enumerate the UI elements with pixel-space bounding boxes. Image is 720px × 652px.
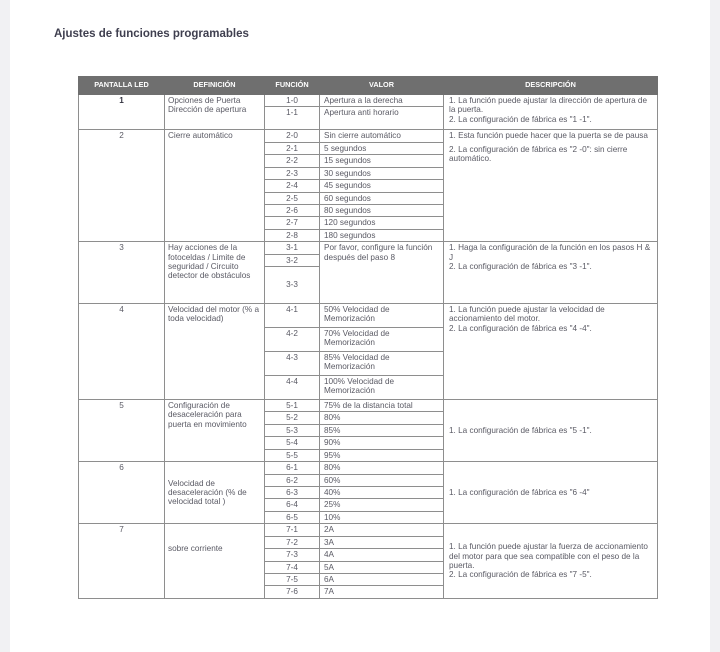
led-cell: 5 xyxy=(79,400,165,462)
function-cell: 2-2 xyxy=(265,155,320,167)
function-cell: 5-5 xyxy=(265,449,320,461)
value-cell: 95% xyxy=(320,449,444,461)
value-cell: 4A xyxy=(320,549,444,561)
description-line: 1. La función puede ajustar la dirección de apertura de la puerta. xyxy=(449,96,647,115)
description-cell xyxy=(444,400,658,462)
value-cell: 5 segundos xyxy=(320,142,444,154)
description-line: 2. La configuración de fábrica es "1 -1". xyxy=(449,114,592,124)
function-cell: 4-1 xyxy=(265,304,320,328)
definition-cell: Velocidad del motor (% a toda velocidad) xyxy=(165,304,265,400)
function-cell: 7-4 xyxy=(265,561,320,573)
led-cell: 7 xyxy=(79,524,165,599)
description-cell xyxy=(444,462,658,524)
value-cell: 10% xyxy=(320,511,444,523)
description-line: 2. La configuración de fábrica es "3 -1". xyxy=(449,262,592,272)
value-cell: 2A xyxy=(320,524,444,536)
function-cell: 4-4 xyxy=(265,376,320,400)
header-pantalla-led: PANTALLA LED xyxy=(79,77,165,95)
function-cell: 2-0 xyxy=(265,130,320,142)
value-cell: 60 segundos xyxy=(320,192,444,204)
description-line: 1. Esta función puede hacer que la puerta se de pausa xyxy=(449,131,648,141)
function-cell: 2-6 xyxy=(265,204,320,216)
description-line: 1. La función puede ajustar la velocidad de accionamiento del motor. xyxy=(449,305,605,324)
function-cell: 2-5 xyxy=(265,192,320,204)
page-title: Ajustes de funciones programables xyxy=(54,28,249,40)
value-cell: 85% xyxy=(320,424,444,436)
function-cell: 6-2 xyxy=(265,474,320,486)
value-cell: 80% xyxy=(320,412,444,424)
value-cell: 70% Velocidad de Memorización xyxy=(320,328,444,352)
table-row xyxy=(79,130,658,142)
value-cell: 5A xyxy=(320,561,444,573)
value-cell: 6A xyxy=(320,573,444,585)
function-cell: 7-5 xyxy=(265,573,320,585)
function-cell: 2-7 xyxy=(265,217,320,229)
function-cell: 3-2 xyxy=(265,254,320,266)
value-cell: 25% xyxy=(320,499,444,511)
function-cell: 2-1 xyxy=(265,142,320,154)
table-row xyxy=(79,524,658,536)
function-cell: 3-3 xyxy=(265,267,320,304)
table-header-row xyxy=(79,77,658,95)
value-cell: 80 segundos xyxy=(320,204,444,216)
description-line: 1. La configuración de fábrica es "5 -1". xyxy=(449,425,592,435)
definition-cell: Opciones de Puerta Dirección de apertura xyxy=(165,95,265,130)
value-cell: 100% Velocidad de Memorización xyxy=(320,376,444,400)
value-cell: Apertura a la derecha xyxy=(320,95,444,107)
value-cell: 60% xyxy=(320,474,444,486)
led-cell: 2 xyxy=(79,130,165,242)
value-cell: 85% Velocidad de Memorización xyxy=(320,352,444,376)
description-line: 1. La función puede ajustar la fuerza de accionamiento del motor para que sea compatible con el peso de la puerta. xyxy=(449,542,648,571)
value-cell: 3A xyxy=(320,536,444,548)
function-cell: 5-2 xyxy=(265,412,320,424)
function-cell: 2-4 xyxy=(265,180,320,192)
description-line: 1. La configuración de fábrica es "6 -4" xyxy=(449,488,590,498)
function-cell: 6-3 xyxy=(265,487,320,499)
definition-cell: Velocidad de desaceleración (% de velocidad total ) xyxy=(165,462,265,524)
table-row xyxy=(79,95,658,107)
function-cell: 5-1 xyxy=(265,400,320,412)
function-cell: 6-5 xyxy=(265,511,320,523)
function-cell: 6-4 xyxy=(265,499,320,511)
value-cell: 90% xyxy=(320,437,444,449)
value-cell: 45 segundos xyxy=(320,180,444,192)
document-page xyxy=(10,0,710,652)
function-cell: 6-1 xyxy=(265,462,320,474)
value-cell: 50% Velocidad de Memorización xyxy=(320,304,444,328)
led-cell: 1 xyxy=(79,95,165,130)
value-cell: Sin cierre automático xyxy=(320,130,444,142)
function-cell: 5-3 xyxy=(265,424,320,436)
value-cell: 40% xyxy=(320,487,444,499)
value-cell: Apertura anti horario xyxy=(320,107,444,130)
value-cell: 180 segundos xyxy=(320,229,444,241)
value-cell: 7A xyxy=(320,586,444,598)
value-cell: 15 segundos xyxy=(320,155,444,167)
function-cell: 3-1 xyxy=(265,242,320,254)
function-cell: 7-2 xyxy=(265,536,320,548)
description-line: 2. La configuración de fábrica es "7 -5". xyxy=(449,570,592,580)
definition-cell: Configuración de desaceleración para puerta en movimiento xyxy=(165,400,265,462)
value-cell: 120 segundos xyxy=(320,217,444,229)
description-cell xyxy=(444,304,658,400)
header-descripcion: DESCRIPCIÓN xyxy=(444,77,658,95)
function-cell: 7-1 xyxy=(265,524,320,536)
table-row xyxy=(79,304,658,328)
led-cell: 4 xyxy=(79,304,165,400)
led-cell: 3 xyxy=(79,242,165,304)
function-cell: 1-0 xyxy=(265,95,320,107)
value-cell: 75% de la distancia total xyxy=(320,400,444,412)
description-line: 1. Haga la configuración de la función en los pasos H & J xyxy=(449,243,651,262)
table-row xyxy=(79,400,658,412)
description-line: 2. La configuración de fábrica es "2 -0": sin cierre automático. xyxy=(449,144,628,164)
function-cell: 1-1 xyxy=(265,107,320,130)
definition-cell: sobre corriente xyxy=(165,524,265,599)
function-cell: 7-6 xyxy=(265,586,320,598)
header-funcion: FUNCIÓN xyxy=(265,77,320,95)
description-line: 2. La configuración de fábrica es "4 -4". xyxy=(449,323,592,333)
function-cell: 7-3 xyxy=(265,549,320,561)
table-row xyxy=(79,462,658,474)
table-row xyxy=(79,242,658,254)
description-cell xyxy=(444,524,658,599)
function-cell: 2-8 xyxy=(265,229,320,241)
value-cell: Por favor, configure la función después del paso 8 xyxy=(320,242,444,304)
settings-table xyxy=(78,76,658,599)
function-cell: 4-3 xyxy=(265,352,320,376)
definition-cell: Hay acciones de la fotoceldas / Limite de seguridad / Circuito detector de obstáculos xyxy=(165,242,265,304)
led-cell: 6 xyxy=(79,462,165,524)
function-cell: 5-4 xyxy=(265,437,320,449)
header-definicion: DEFINICIÓN xyxy=(165,77,265,95)
description-cell xyxy=(444,95,658,130)
description-cell xyxy=(444,242,658,304)
function-cell: 2-3 xyxy=(265,167,320,179)
description-cell xyxy=(444,130,658,242)
function-cell: 4-2 xyxy=(265,328,320,352)
value-cell: 80% xyxy=(320,462,444,474)
definition-cell: Cierre automático xyxy=(165,130,265,242)
header-valor: VALOR xyxy=(320,77,444,95)
value-cell: 30 segundos xyxy=(320,167,444,179)
